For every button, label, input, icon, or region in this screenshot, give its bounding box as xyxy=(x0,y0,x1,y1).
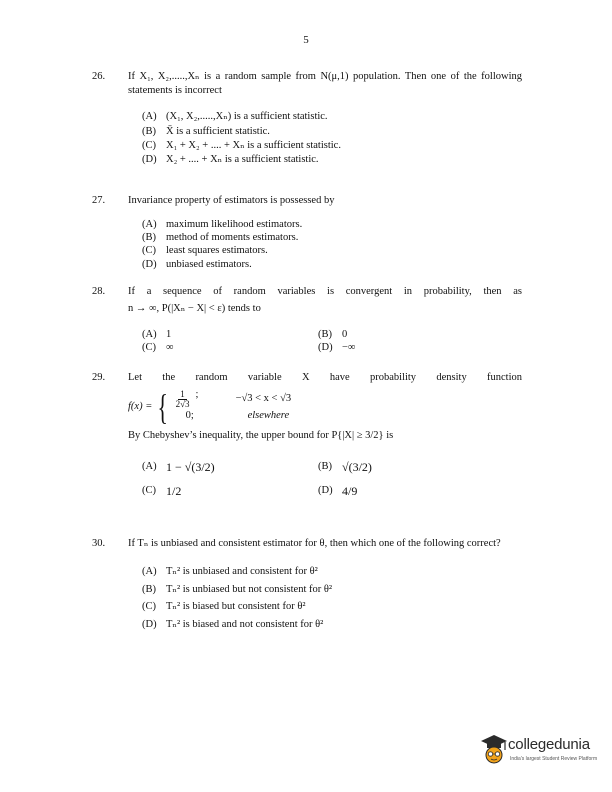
pdf-lhs: f(x) = xyxy=(128,401,153,413)
pdf-definition: f(x) = { $\frac{1}{2√3}$ ; −√3 < x < √3 0; elsewhere xyxy=(128,387,292,428)
pdf-fraction: $\frac{1}{2√3}$ xyxy=(175,389,190,410)
question-number: 28. xyxy=(92,286,106,297)
question-30 xyxy=(92,537,522,634)
pdf-condition-2: elsewhere xyxy=(247,409,290,421)
question-29 xyxy=(92,371,522,503)
question-stem-line1: If a sequence of random variables is convergent in probability, then as xyxy=(128,286,522,297)
left-brace: { xyxy=(157,387,169,428)
option-b: (B) √(3/2) xyxy=(318,460,372,475)
option-d: (D) X₂ + .... + Xₙ is a sufficient statistic. xyxy=(142,153,319,165)
question-number: 26. xyxy=(92,71,106,82)
option-a: (A) 1 xyxy=(142,329,172,341)
question-number: 27. xyxy=(92,195,106,206)
logo-tagline: India's largest Student Review Platform xyxy=(510,756,598,762)
option-b: (B) Tₙ² is unbiased but not consistent for θ² xyxy=(142,583,333,595)
question-26 xyxy=(92,70,522,167)
question-number: 29. xyxy=(92,372,106,383)
option-a: (A) Tₙ² is unbiased and consistent for θ² xyxy=(142,566,318,578)
option-d: (D) −∞ xyxy=(318,342,356,354)
option-d: (D) Tₙ² is biased and not consistent for θ² xyxy=(142,619,324,631)
collegedunia-logo xyxy=(480,731,604,777)
question-stem: Invariance property of estimators is possessed by xyxy=(128,195,335,206)
question-stem: If X₁, X₂,.....,Xₙ is a random sample from N(μ,1) population. Then one of the following statements is incorrect xyxy=(128,71,522,97)
option-c: (C) 1/2 xyxy=(142,484,182,499)
option-b: (B) X̄ is a sufficient statistic. xyxy=(142,125,270,137)
question-stem-line2: n → ∞, P(|Xₙ − X| < ε) tends to xyxy=(128,303,261,315)
pdf-condition-1: −√3 < x < √3 xyxy=(235,392,292,404)
option-c: (C) least squares estimators. xyxy=(142,245,268,257)
option-b: (B) 0 xyxy=(318,329,348,341)
option-b: (B) method of moments estimators. xyxy=(142,232,299,244)
option-a: (A) maximum likelihood estimators. xyxy=(142,219,303,231)
pdf-value-2: 0; xyxy=(185,409,194,421)
question-stem: If Tₙ is unbiased and consistent estimator for θ, then which one of the following correct? xyxy=(128,538,501,549)
question-number: 30. xyxy=(92,538,106,549)
logo-name: collegedunia xyxy=(508,736,590,753)
option-d: (D) unbiased estimators. xyxy=(142,258,252,270)
option-c: (C) Tₙ² is biased but consistent for θ² xyxy=(142,601,306,613)
option-c: (C) ∞ xyxy=(142,342,174,354)
question-28 xyxy=(92,285,522,355)
option-a: (A) (X₁, X₂,.....,Xₙ) is a sufficient statistic. xyxy=(142,111,328,123)
graduation-cap-icon xyxy=(480,733,508,765)
question-text: By Chebyshev’s inequality, the upper bound for P{|X| ≥ 3/2} is xyxy=(128,430,394,442)
question-27 xyxy=(92,194,522,271)
question-stem: Let the random variable X have probability density function xyxy=(128,372,522,383)
option-d: (D) 4/9 xyxy=(318,484,358,499)
page-number: 5 xyxy=(303,34,309,46)
option-c: (C) X₁ + X₂ + .... + Xₙ is a sufficient statistic. xyxy=(142,139,341,151)
option-a: (A) 1 − √(3/2) xyxy=(142,460,215,475)
